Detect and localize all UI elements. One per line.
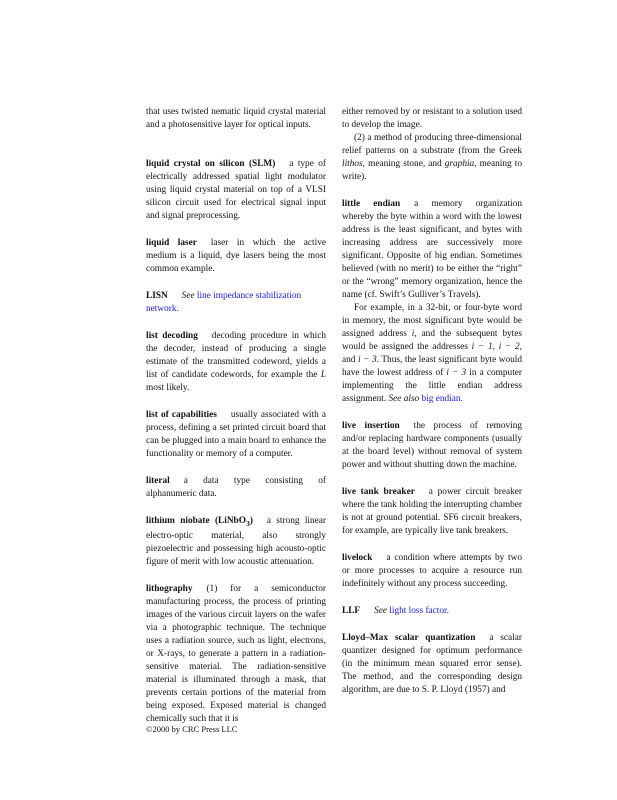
- term-liquid-laser: liquid laser: [146, 238, 197, 248]
- term-lithium-niobate-a: lithium niobate (LiNbO: [146, 516, 246, 526]
- lithography-p2-a: (2) a method of producing three-dimensional relief patterns on a substrate (from the Greek: [342, 133, 522, 156]
- copyright-footer: ©2000 by CRC Press LLC: [146, 724, 238, 734]
- word-graphia: graphia,: [444, 159, 477, 169]
- entry-list-of-capabilities: [146, 409, 326, 461]
- little-endian-end-period: .: [460, 394, 463, 404]
- term-list-of-capabilities: list of capabilities: [146, 410, 217, 420]
- definition-lithography: (1) for a semiconductor manufacturing process, the process of printing images of the various circuit layers on the wafer via a photographic technique. The technique uses a radiation source, such as light, electrons, or X-rays, to generate a pattern in a radiation-sensitive material. The radiation-sensitive material is illuminated through a mask, that prevents certain portions of the material from being exposed. Exposed material is changed chemically such that it is: [146, 583, 326, 724]
- entry-liquid-laser: [146, 237, 326, 276]
- definition-lcos: a type of electrically addressed spatial light modulator using liquid crystal material on top of a VLSI silicon circuit used for electrical signal input and signal preprocessing.: [146, 159, 327, 221]
- lithography-p2-c: meaning to write).: [342, 159, 522, 182]
- link-line-impedance-stabilization-network[interactable]: line impedance stabilization network: [146, 291, 302, 314]
- see-also-label: See also: [388, 394, 420, 404]
- definition-list-decoding-a: decoding procedure in which the decoder, instead of producing a single estimate of the transmitted codeword, yields a list of candidate codewords, for example the: [146, 331, 326, 380]
- word-lithos: lithos,: [342, 159, 365, 169]
- definition-lithium-niobate: a strong linear electro-optic material, also strongly piezoelectric and possessing high acousto-optic figure of merit with low acoustic attenuation.: [146, 516, 326, 567]
- entry-live-insertion: [342, 420, 522, 472]
- term-lithium-niobate-subscript: 3: [245, 518, 250, 528]
- entry-lloyd-max: [342, 632, 522, 697]
- definition-lloyd-max: a scalar quantizer designed for optimum performance (in the minimum mean squared error sense). The method, and the corresponding design algorithm, are due to S. P. Lloyd (1957) and: [342, 633, 522, 695]
- right-column: [342, 106, 522, 697]
- entry-llf: [342, 605, 522, 618]
- continuation-text: that uses twisted nematic liquid crystal material and a photosensitive layer for optical inputs.: [146, 107, 326, 130]
- expression-i-minus-3-second: i − 3: [446, 368, 467, 378]
- definition-live-insertion: the process of removing and/or replacing hardware components (usually at the board level) without removal of system power and without shutting down the machine.: [342, 421, 522, 470]
- entry-live-tank-breaker: [342, 486, 522, 538]
- little-endian-p2-b: , and the subsequent bytes would be assigned the addresses: [342, 329, 523, 352]
- little-endian-p2-c: , and: [342, 342, 522, 365]
- definition-literal: a data type consisting of alphanumeric data.: [146, 476, 326, 499]
- llf-end-period: .: [446, 606, 449, 616]
- entry-lithography: [146, 583, 326, 726]
- term-lloyd-max: Lloyd–Max scalar quantization: [342, 633, 476, 643]
- definition-liquid-laser: laser in which the active medium is a liquid, dye lasers being the most common example.: [146, 238, 326, 274]
- expression-i-minus-2: i − 2: [498, 342, 520, 352]
- term-llf: LLF: [342, 606, 361, 616]
- entry-continuation: [146, 106, 326, 132]
- term-list-decoding: list decoding: [146, 331, 198, 341]
- little-endian-p2-a: For example, in a 32-bit, or four-byte word in memory, the most significant byte would be assigned address: [342, 303, 522, 339]
- entry-little-endian: [342, 198, 522, 406]
- term-lcos: liquid crystal on silicon (SLM): [146, 159, 276, 169]
- lithography-p2-b: meaning stone, and: [368, 159, 442, 169]
- little-endian-p1: a memory organization whereby the byte within a word with the lowest address is the least significant, and bytes with increasing address are successively more significant. Opposite of big endian. Sometimes believed (with no merit) to be either the “right” or the “wrong” memory organization, hence the name (cf. Swift’s Gulliver’s Travels).: [342, 199, 522, 300]
- link-big-endian[interactable]: big endian: [421, 394, 461, 404]
- definition-list-of-capabilities: usually associated with a process, defining a set printed circuit board that can be plugged into a main board to enhance the functionality or memory of a computer.: [146, 410, 326, 459]
- term-lithium-niobate-b: ): [249, 516, 253, 526]
- entry-liquid-crystal-on-silicon: [146, 158, 326, 223]
- entry-literal: [146, 475, 326, 501]
- term-live-insertion: live insertion: [342, 421, 400, 431]
- term-literal: literal: [146, 476, 170, 486]
- definition-list-decoding-b: most likely.: [146, 383, 190, 393]
- little-endian-p2-e: in a computer implementing the little endian address assignment.: [342, 368, 523, 404]
- entry-list-decoding: [146, 330, 326, 395]
- link-light-loss-factor[interactable]: light loss factor: [389, 606, 447, 616]
- definition-live-tank-breaker: a power circuit breaker where the tank holding the interrupting chamber is not at ground potential. SF6 circuit breakers, for example, are typically live tank breakers.: [342, 487, 522, 536]
- definition-livelock: a condition where attempts by two or more processes to acquire a resource run indefinitely without any process succeeding.: [342, 553, 522, 589]
- variable-i: i: [411, 329, 415, 339]
- term-lisn: LISN: [146, 291, 168, 301]
- little-endian-p2: For example, in a 32-bit, or four-byte word in memory, the most significant byte would be assigned address i, and the subsequent bytes would be assigned the addresses i − 1, i − 2, and i − 3. Thus, the least significant byte would have the lowest address of i − 3 in a computer implementing the little endian address assignment. See also big endian.: [342, 303, 523, 404]
- lithography-cont-p1: either removed by or resistant to a solution used to develop the image.: [342, 107, 522, 130]
- left-column: [146, 106, 326, 726]
- see-label: See: [181, 291, 195, 301]
- expression-i-minus-3: i − 3: [358, 355, 377, 365]
- lithography-cont-p2: [342, 132, 522, 184]
- see-label-llf: See: [374, 606, 387, 616]
- expression-i-minus-1: i − 1: [471, 342, 493, 352]
- term-lithography: lithography: [146, 583, 193, 594]
- entry-lithium-niobate: [146, 515, 326, 569]
- term-livelock: livelock: [342, 553, 373, 563]
- lisn-end-period: .: [176, 304, 179, 314]
- entry-lithography-continued: [342, 106, 522, 184]
- term-lithium-niobate: [146, 516, 267, 526]
- term-little-endian: little endian: [342, 199, 401, 209]
- entry-livelock: [342, 552, 522, 591]
- variable-L: L: [320, 370, 326, 380]
- term-live-tank-breaker: live tank breaker: [342, 487, 415, 497]
- little-endian-p2-d: . Thus, the least significant byte would have the lowest address of: [342, 355, 523, 378]
- entry-lisn: [146, 290, 326, 316]
